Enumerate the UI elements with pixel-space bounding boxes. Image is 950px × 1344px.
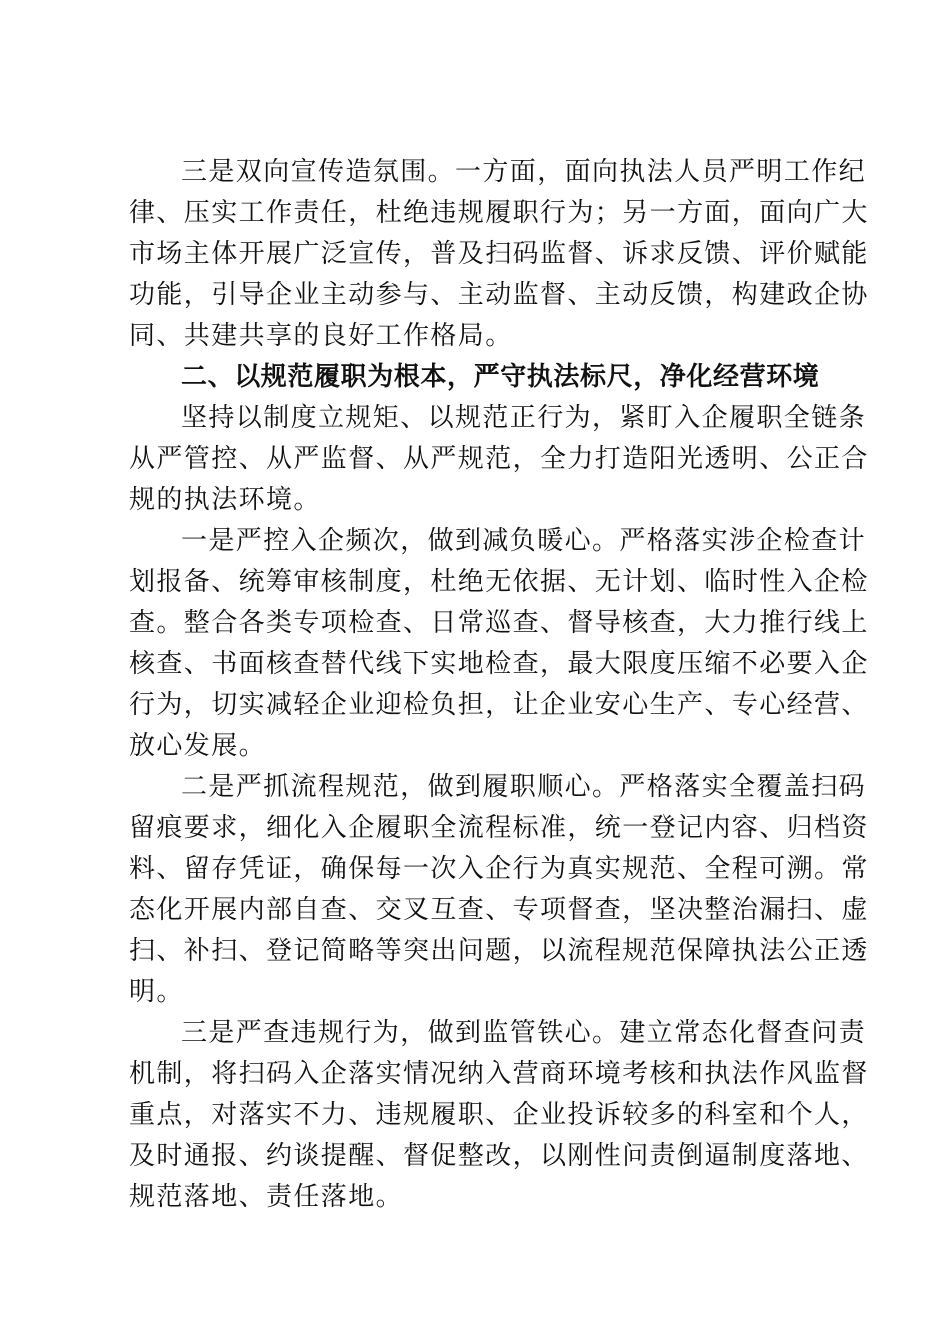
paragraph-line: 一是严控入企频次，做到减负暖心。严格落实涉企检查计 [181,526,867,556]
paragraph-line: 三是双向宣传造氛围。一方面，面向执法人员严明工作纪 [181,157,867,187]
paragraph-line: 市场主体开展广泛宣传，普及扫码监督、诉求反馈、评价赋能 [129,239,869,269]
paragraph-line: 重点，对落实不力、违规履职、企业投诉较多的科室和个人， [129,1100,869,1130]
paragraph-line: 划报备、统筹审核制度，杜绝无依据、无计划、临时性入企检 [129,567,869,597]
paragraph-line: 料、留存凭证，确保每一次入企行为真实规范、全程可溯。常 [129,854,869,884]
paragraph-line: 从严管控、从严监督、从严规范，全力打造阳光透明、公正合 [129,444,869,474]
paragraph-line: 核查、书面核查替代线下实地检查，最大限度压缩不必要入企 [129,649,869,679]
paragraph-line: 明。 [129,977,184,1007]
paragraph-line: 行为，切实减轻企业迎检负担，让企业安心生产、专心经营、 [129,690,869,720]
paragraph-line: 规的执法环境。 [129,485,321,515]
paragraph-line: 坚持以制度立规矩、以规范正行为，紧盯入企履职全链条 [181,403,867,433]
document-body [129,152,869,1218]
paragraph-line: 律、压实工作责任，杜绝违规履职行为；另一方面，面向广大 [129,198,869,228]
paragraph-line: 同、共建共享的良好工作格局。 [129,321,513,351]
paragraph-line: 三是严查违规行为，做到监管铁心。建立常态化督查问责 [181,1018,867,1048]
paragraph-line: 查。整合各类专项检查、日常巡查、督导核查，大力推行线上 [129,608,869,638]
paragraph-line: 及时通报、约谈提醒、督促整改，以刚性问责倒逼制度落地、 [129,1141,869,1171]
section-heading: 二、以规范履职为根本，严守执法标尺，净化经营环境 [181,362,820,392]
paragraph-line: 二是严抓流程规范，做到履职顺心。严格落实全覆盖扫码 [181,772,867,802]
paragraph-line: 机制，将扫码入企落实情况纳入营商环境考核和执法作风监督 [129,1059,869,1089]
paragraph-line: 放心发展。 [129,731,267,761]
paragraph-line: 扫、补扫、登记简略等突出问题，以流程规范保障执法公正透 [129,936,869,966]
paragraph-line: 留痕要求，细化入企履职全流程标准，统一登记内容、归档资 [129,813,869,843]
paragraph-line: 规范落地、责任落地。 [129,1182,404,1212]
paragraph-line: 态化开展内部自查、交叉互查、专项督查，坚决整治漏扫、虚 [129,895,869,925]
paragraph-line: 功能，引导企业主动参与、主动监督、主动反馈，构建政企协 [129,280,869,310]
